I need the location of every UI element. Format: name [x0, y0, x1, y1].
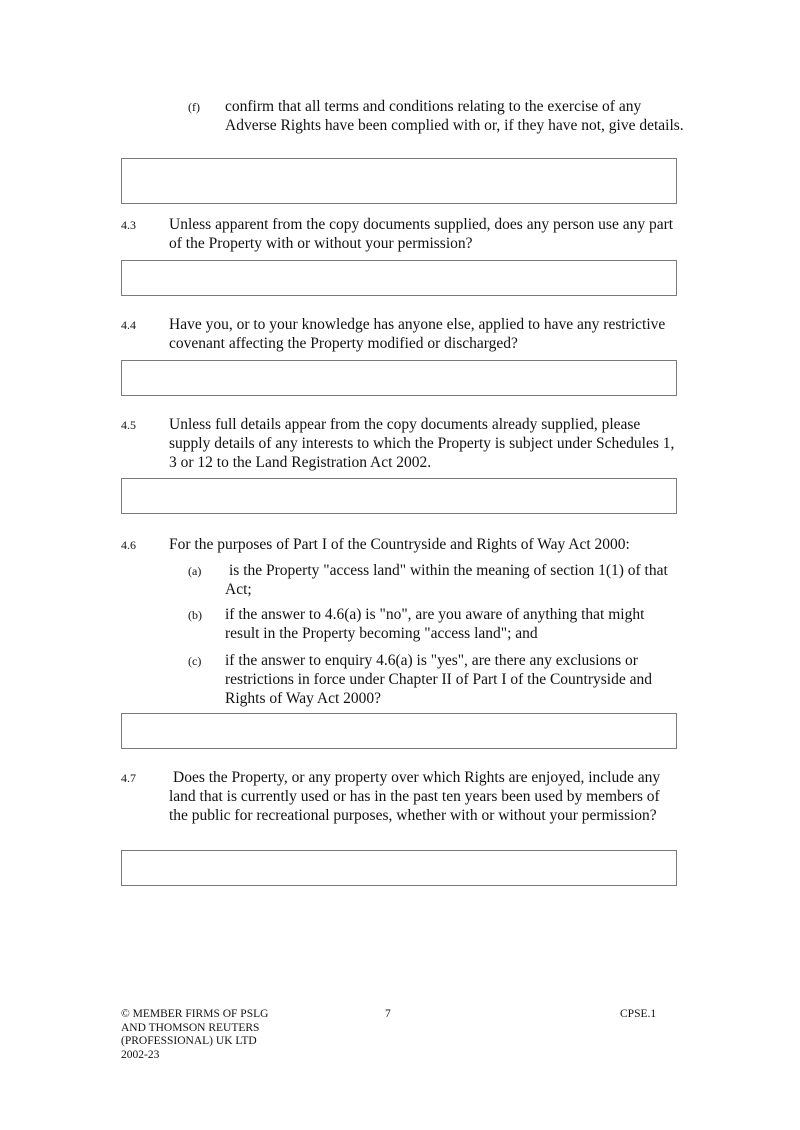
question-4-3-text: Unless apparent from the copy documents supplied, does any person use any part of the Property with or without your permission?	[169, 216, 674, 252]
footer-copyright-line-1: © MEMBER FIRMS OF PSLG	[121, 1008, 269, 1020]
answer-box-4-6[interactable]	[121, 713, 677, 749]
question-4-6-number: 4.6	[121, 538, 136, 552]
answer-box-4-4[interactable]	[121, 360, 677, 396]
question-4-6-a-text: is the Property "access land" within the meaning of section 1(1) of that Act;	[225, 562, 668, 598]
page-number: 7	[385, 1008, 391, 1020]
question-4-6-b-label: (b)	[188, 608, 202, 622]
footer-copyright-line-3: (PROFESSIONAL) UK LTD	[121, 1035, 257, 1047]
question-4-5-text: Unless full details appear from the copy documents already supplied, please supply details of any interests to which the Property is subject under Schedules 1, 3 or 12 to the Land Registration Act 2002.	[169, 416, 675, 471]
question-4-3-number: 4.3	[121, 218, 136, 232]
question-4-7-number: 4.7	[121, 771, 136, 785]
question-4-6-c-text: if the answer to enquiry 4.6(a) is "yes", are there any exclusions or restrictions in force under Chapter II of Part I of the Countryside and Rights of Way Act 2000?	[225, 652, 652, 707]
form-code: CPSE.1	[620, 1008, 657, 1020]
question-4-6-b-text: if the answer to 4.6(a) is "no", are you aware of anything that might result in the Property becoming "access land"; and	[225, 606, 645, 642]
answer-box-f[interactable]	[121, 158, 677, 204]
question-4-4-number: 4.4	[121, 318, 136, 332]
question-4-6-text: For the purposes of Part I of the Countryside and Rights of Way Act 2000:	[169, 536, 630, 553]
answer-box-4-3[interactable]	[121, 260, 677, 296]
item-f-text: confirm that all terms and conditions relating to the exercise of any Adverse Rights have been complied with or, if they have not, give details.	[225, 98, 684, 134]
footer-copyright	[121, 1008, 321, 1062]
answer-box-4-5[interactable]	[121, 478, 677, 514]
question-4-6-a-label: (a)	[188, 564, 202, 578]
question-4-4-text: Have you, or to your knowledge has anyone else, applied to have any restrictive covenant affecting the Property modified or discharged?	[169, 316, 666, 352]
question-4-5-number: 4.5	[121, 418, 136, 432]
footer-copyright-line-4: 2002-23	[121, 1048, 160, 1061]
item-f-label: (f)	[188, 100, 200, 114]
question-4-7-text: Does the Property, or any property over which Rights are enjoyed, include any land that is currently used or has in the past ten years been used by members of the public for recreational purposes, whether with or without your permission?	[169, 769, 661, 824]
question-4-6-c-label: (c)	[188, 654, 202, 668]
footer-copyright-line-2: AND THOMSON REUTERS	[121, 1021, 260, 1034]
answer-box-4-7[interactable]	[121, 850, 677, 886]
